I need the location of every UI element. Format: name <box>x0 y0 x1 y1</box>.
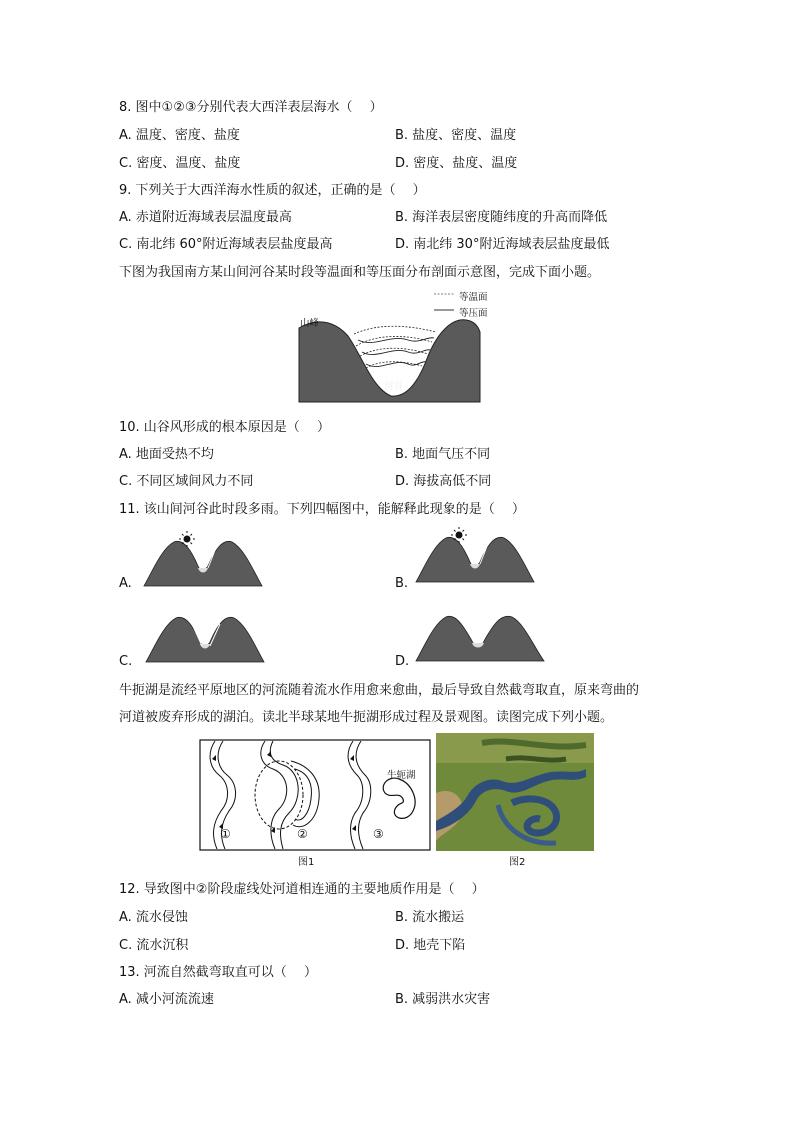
figure-1-caption: 图1 <box>298 857 315 868</box>
sun-icon <box>456 532 463 539</box>
q12-option-b: B. 流水搬运 <box>395 910 465 925</box>
sun-icon <box>184 536 191 543</box>
q9-option-a: A. 赤道附近海域表层温度最高 <box>119 210 292 225</box>
q9-option-b: B. 海洋表层密度随纬度的升高而降低 <box>395 210 608 225</box>
q10-option-b: B. 地面气压不同 <box>395 447 491 462</box>
q12-option-a: A. 流水侵蚀 <box>119 910 188 925</box>
q13-option-a: A. 减小河流流速 <box>119 992 214 1007</box>
q9-option-d: D. 南北纬 30°附近海域表层盐度最低 <box>395 237 610 252</box>
q10-option-d: D. 海拔高低不同 <box>395 474 492 489</box>
q11-option-d-label: D. <box>395 654 410 669</box>
q11-option-d-diagram <box>414 603 546 663</box>
q12-option-d: D. 地壳下陷 <box>395 938 466 953</box>
question-10-stem: 10. 山谷风形成的根本原因是（ ） <box>119 420 330 435</box>
valley-label: 河谷 <box>384 381 404 392</box>
intro-oxbow-line1: 牛扼湖是流经平原地区的河流随着流水作用愈来愈曲，最后导致自然截弯取直，原来弯曲的 <box>119 683 640 698</box>
q9-option-c: C. 南北纬 60°附近海域表层盐度最高 <box>119 237 333 252</box>
q8-option-b: B. 盐度、密度、温度 <box>395 128 517 143</box>
moon-icon <box>461 605 466 615</box>
oxbow-formation-diagram <box>199 739 431 851</box>
peak-label: 山峰 <box>300 318 320 329</box>
question-12-stem: 12. 导致图中②阶段虚线处河道相连通的主要地质作用是（ ） <box>119 882 485 897</box>
question-13-stem: 13. 河流自然截弯取直可以（ ） <box>119 965 317 980</box>
q11-option-a-diagram <box>142 530 264 588</box>
legend-isobar-label: 等压面 <box>459 308 488 319</box>
question-9-stem: 9. 下列关于大西洋海水性质的叙述，正确的是（ ） <box>119 183 426 198</box>
moon-icon <box>185 607 190 617</box>
oxbow-lake-landscape-photo <box>436 733 594 851</box>
q11-option-b-diagram <box>414 526 536 584</box>
stage-1-label: ① <box>220 827 231 841</box>
q11-option-a-label: A. <box>119 576 132 591</box>
q8-option-d: D. 密度、盐度、温度 <box>395 156 518 171</box>
legend-isotherm-label: 等温面 <box>459 292 488 303</box>
question-11-stem: 11. 该山间河谷此时段多雨。下列四幅图中，能解释此现象的是（ ） <box>119 502 525 517</box>
q8-option-c: C. 密度、温度、盐度 <box>119 156 241 171</box>
oxbow-lake-label: 牛轭湖 <box>387 770 416 781</box>
q10-option-a: A. 地面受热不均 <box>119 447 214 462</box>
figure-2-caption: 图2 <box>509 857 526 868</box>
intro-valley: 下图为我国南方某山间河谷某时段等温面和等压面分布剖面示意图，完成下面小题。 <box>119 265 601 280</box>
question-8-stem: 8. 图中①②③分别代表大西洋表层海水（ ） <box>119 100 383 115</box>
q10-option-c: C. 不同区域间风力不同 <box>119 474 254 489</box>
q11-option-c-label: C. <box>119 654 133 669</box>
q12-option-c: C. 流水沉积 <box>119 938 189 953</box>
intro-oxbow-line2: 河道被废弃形成的湖泊。读北半球某地牛扼湖形成过程及景观图。读图完成下列小题。 <box>119 710 614 725</box>
q8-option-a: A. 温度、密度、盐度 <box>119 128 240 143</box>
stage-3-label: ③ <box>373 827 384 841</box>
q11-option-c-diagram <box>144 606 266 664</box>
q13-option-b: B. 减弱洪水灾害 <box>395 992 491 1007</box>
q11-option-b-label: B. <box>395 576 409 591</box>
stage-2-label: ② <box>297 827 308 841</box>
